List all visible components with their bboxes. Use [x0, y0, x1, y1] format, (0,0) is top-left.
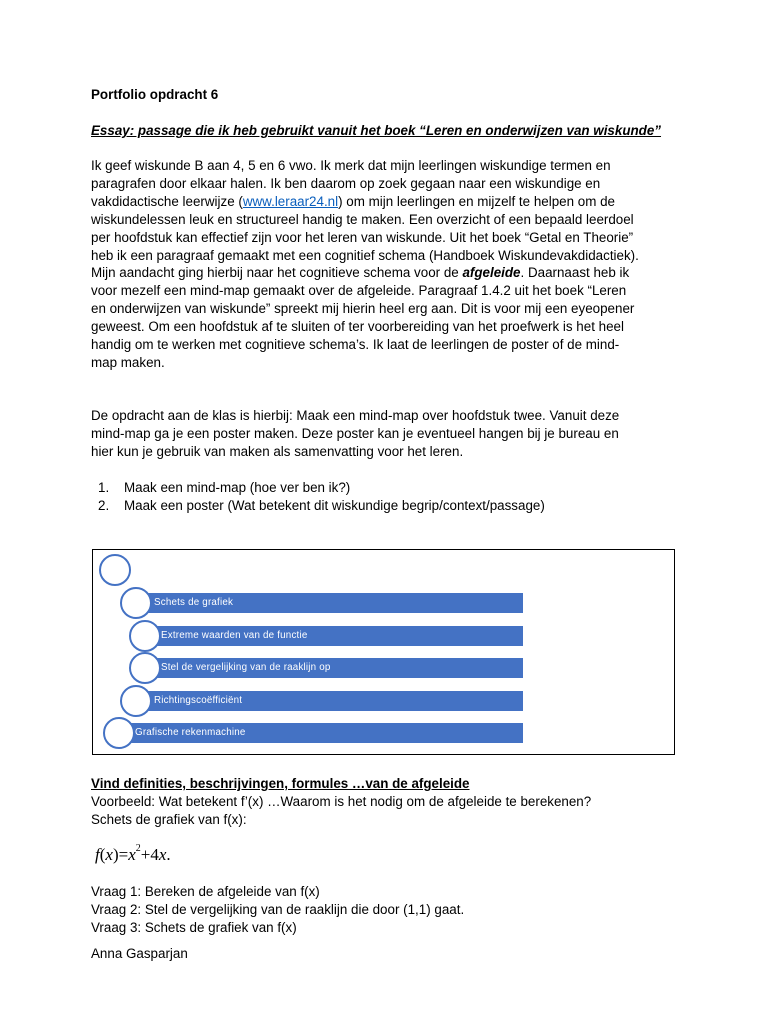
paragraph-line: heb ik een paragraaf gemaakt met een cognitief schema (Handboek Wiskundevakdidactiek). [91, 247, 639, 263]
numbered-list [98, 479, 545, 515]
question-line: Vraag 1: Bereken de afgeleide van f(x) [91, 884, 320, 899]
diagram-item-label: Schets de grafiek [154, 597, 234, 608]
node-circle [99, 554, 131, 586]
diagram-item [143, 658, 523, 678]
list-text: Maak een mind-map (hoe ver ben ik?) [124, 480, 351, 495]
formula-paren: ) [112, 845, 119, 864]
paragraph-line: Ik geef wiskunde B aan 4, 5 en 6 vwo. Ik merk dat mijn leerlingen wiskundige termen en [91, 158, 611, 173]
paragraph-line: wiskundelessen leuk en structureel handig te maken. Een overzicht of een bepaald leerdoel [91, 211, 634, 227]
text-span: ) om mijn leerlingen en mijzelf te helpen om de [338, 193, 615, 209]
paragraph-line [91, 193, 639, 211]
list-number: 2. [98, 497, 110, 513]
diagram-item-label: Stel de vergelijking van de raaklijn op [161, 662, 331, 673]
formula-equals: = [118, 845, 129, 864]
node-circle [120, 685, 152, 717]
paragraph-1 [91, 157, 639, 372]
node-circle [120, 587, 152, 619]
paragraph-line: paragrafen door elkaar halen. Ik ben daarom op zoek gegaan naar een wiskundige en [91, 175, 601, 191]
diagram-item-label: Grafische rekenmachine [135, 727, 246, 738]
formula-dot: . [166, 845, 171, 864]
paragraph-line [91, 264, 639, 282]
sketch-line: Schets de grafiek van f(x): [91, 811, 247, 827]
diagram-item-label: Richtingscoëfficiënt [154, 695, 243, 706]
formula-var: x [105, 845, 113, 864]
paragraph-line: hier kun je gebruik van maken als samenvatting voor het leren. [91, 443, 464, 459]
question-line: Vraag 3: Schets de grafiek van f(x) [91, 919, 297, 935]
section-heading: Vind definities, beschrijvingen, formules …van de afgeleide [91, 776, 470, 791]
paragraph-line: per hoofdstuk kan effectief zijn voor het leren van wiskunde. Uit het boek “Getal en Theorie” [91, 229, 634, 245]
paragraph-2 [91, 407, 619, 461]
list-number: 1. [98, 480, 110, 495]
paragraph-line: De opdracht aan de klas is hierbij: Maak een mind-map over hoofdstuk twee. Vanuit deze [91, 408, 620, 423]
diagram-box [92, 549, 675, 755]
formula-paren: ( [99, 845, 106, 864]
list-item [98, 497, 545, 515]
text-span: vakdidactische leerwijze ( [91, 193, 243, 209]
question-line: Vraag 2: Stel de vergelijking van de raaklijn die door (1,1) gaat. [91, 901, 465, 917]
formula [95, 845, 171, 865]
paragraph-line: geweest. Om een hoofdstuk af te sluiten of ter voorbereiding van het proefwerk is het heel [91, 319, 624, 335]
diagram-item [117, 723, 523, 743]
diagram-item [136, 691, 523, 711]
node-circle [129, 652, 161, 684]
diagram-item [136, 593, 523, 613]
paragraph-line: voor mezelf een mind-map gemaakt over de afgeleide. Paragraaf 1.4.2 uit het boek “Leren [91, 283, 627, 299]
formula-x: x [128, 845, 136, 864]
diagram-item-label: Extreme waarden van de functie [161, 630, 308, 641]
formula-plus: +4 [140, 845, 159, 864]
page-title: Portfolio opdracht 6 [91, 87, 219, 102]
leraar24-link[interactable]: www.leraar24.nl [242, 193, 339, 209]
paragraph-line: handig om te werken met cognitieve schema’s. Ik laat de leerlingen de poster of de mind- [91, 337, 620, 353]
emphasis-afgeleide: afgeleide [462, 265, 521, 281]
paragraph-line: map maken. [91, 354, 165, 370]
example-line: Voorbeeld: Wat betekent f’(x) …Waarom is het nodig om de afgeleide te berekenen? [91, 793, 592, 809]
author-name: Anna Gasparjan [91, 946, 188, 961]
formula-x: x [158, 845, 167, 864]
paragraph-line: en onderwijzen van wiskunde” spreekt mij hierin heel erg aan. Dit is voor mij een eyeopener [91, 301, 635, 317]
formula-f: f [95, 845, 100, 864]
section-block [91, 775, 591, 829]
text-span: Mijn aandacht ging hierbij naar het cognitieve schema voor de [91, 265, 463, 281]
formula-exponent: 2 [135, 843, 141, 855]
node-circle [103, 717, 135, 749]
essay-heading: Essay: passage die ik heb gebruikt vanuit het boek “Leren en onderwijzen van wiskunde” [91, 123, 662, 138]
text-span: . Daarnaast heb ik [520, 265, 630, 281]
paragraph-line: mind-map ga je een poster maken. Deze poster kan je eventueel hangen bij je bureau en [91, 425, 619, 441]
questions-block [91, 883, 464, 937]
list-item [98, 479, 545, 497]
node-circle [129, 620, 161, 652]
list-text: Maak een poster (Wat betekent dit wiskundige begrip/context/passage) [124, 497, 545, 513]
diagram-item [143, 626, 523, 646]
